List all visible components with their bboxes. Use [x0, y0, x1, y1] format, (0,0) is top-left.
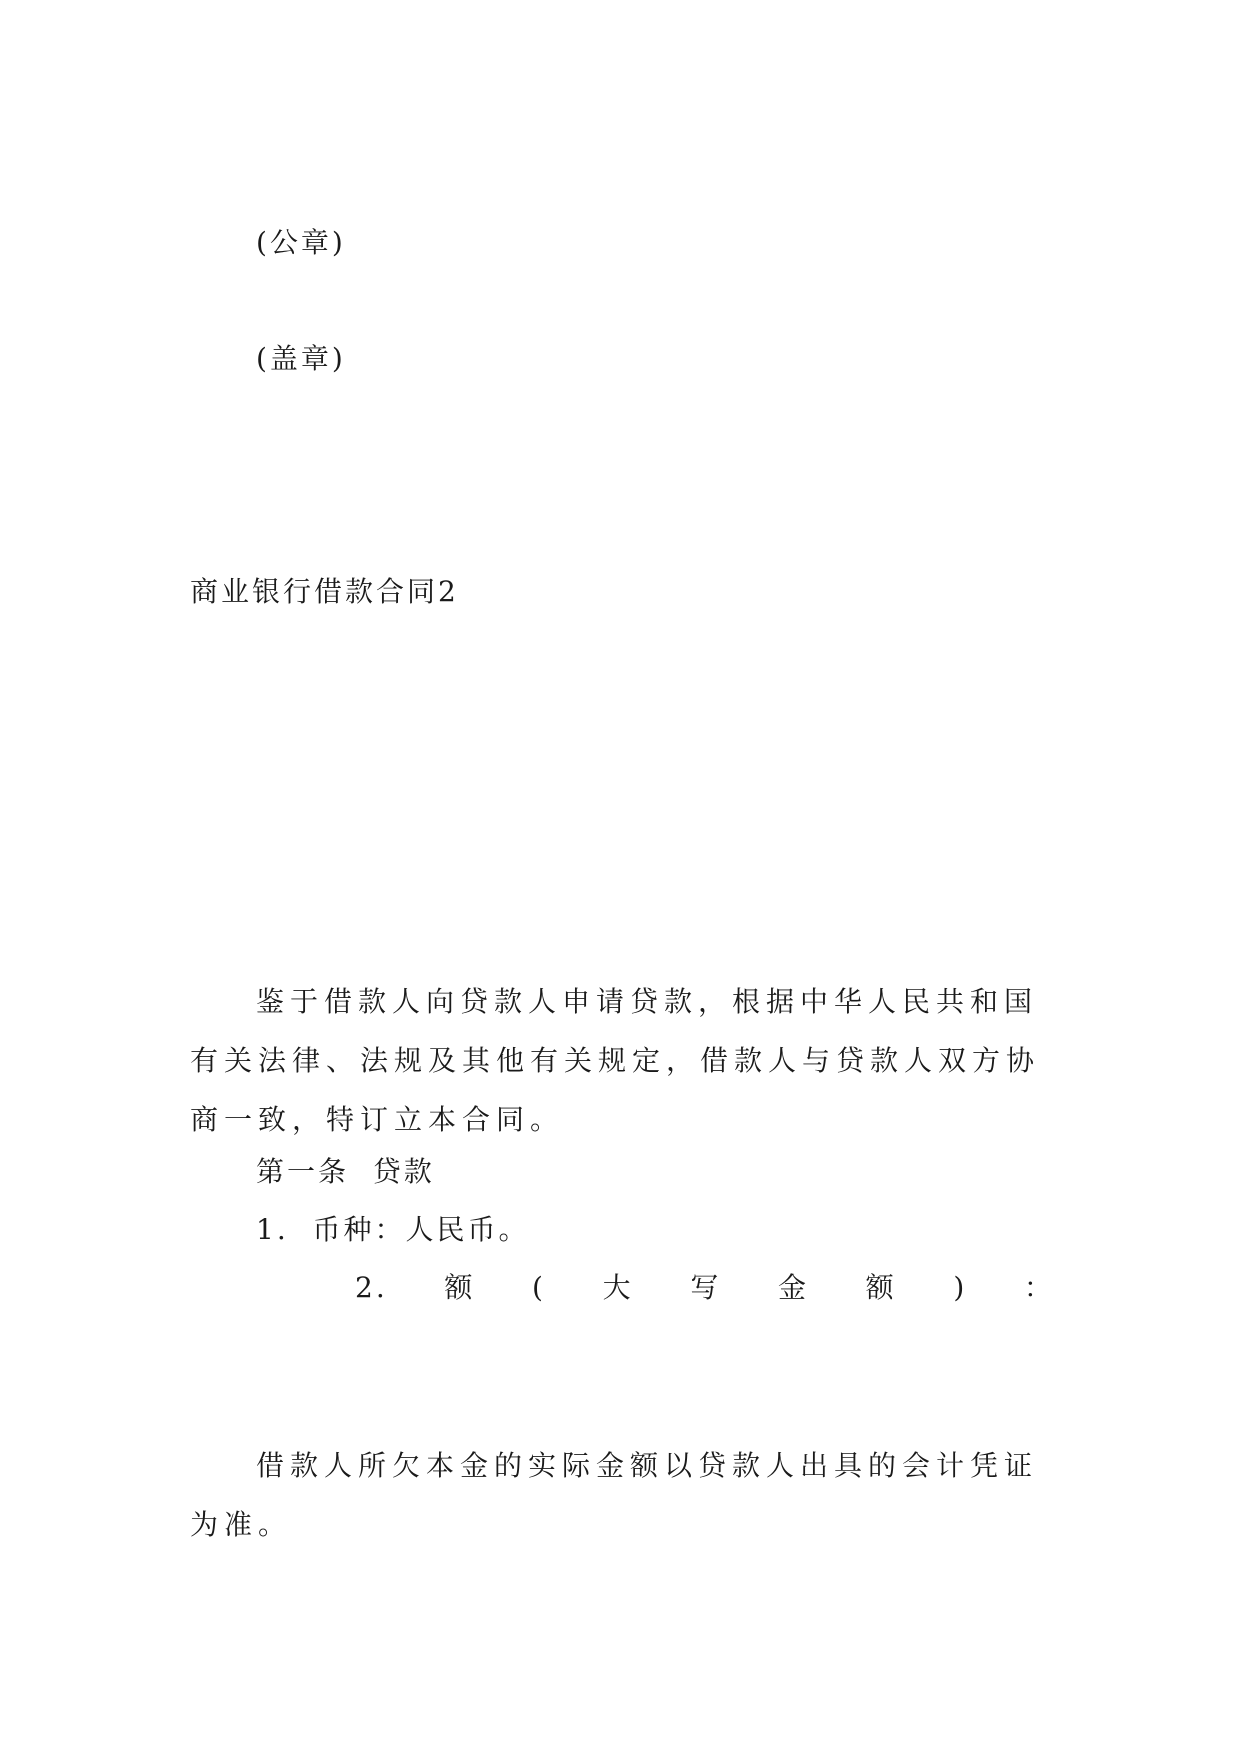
stamp-note: (盖章): [256, 342, 346, 375]
legal-rep-line: [256, 281, 1060, 321]
amount-blank-line-2: [190, 1384, 1060, 1424]
item-1-currency: 1. 币种：人民币。: [256, 1213, 530, 1246]
article-1-heading: 第一条 贷款: [256, 1155, 435, 1188]
guarantor-date-line: [256, 455, 1060, 495]
preamble-paragraph: 鉴于借款人向贷款人申请贷款，根据中华人民共和国有关法律、法规及其他有关规定，借款人与贷款人双方协商一致，特订立本合同。: [190, 985, 1041, 1136]
lender-address-line: [190, 804, 1060, 844]
borrower-address-line: [330, 746, 1060, 786]
principal-note-paragraph: 借款人所欠本金的实际金额以贷款人出具的会计凭证为准。: [190, 1449, 1039, 1541]
lender-line: [190, 688, 1060, 728]
item-2-amount-line: 2. 额 ( 大 写 金 额 ) ：: [355, 1271, 1055, 1304]
bank-account-line: [256, 397, 1060, 437]
borrower-line: [318, 630, 1060, 670]
amount-blank-line: [190, 1326, 1060, 1366]
lender-phone-line: [190, 920, 1060, 960]
borrower-phone-line: [318, 862, 1060, 902]
contract-title: 商业银行借款合同2: [190, 575, 459, 608]
official-seal-note: (公章): [256, 226, 346, 259]
guarantor-line: [256, 165, 1060, 205]
